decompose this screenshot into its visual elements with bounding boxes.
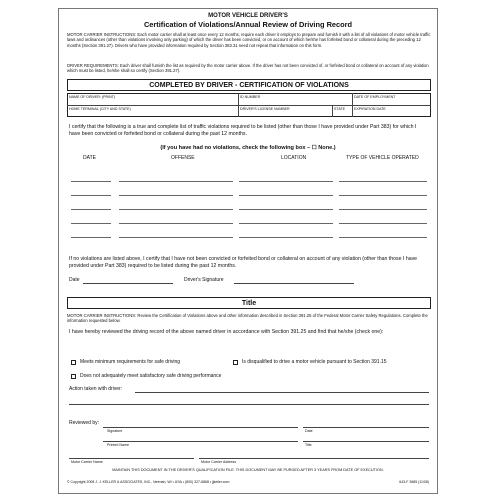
carrier-name-field[interactable] [69, 458, 194, 459]
title-field[interactable] [303, 441, 429, 442]
certify-statement: I certify that the following is a true and complete list of traffic violations required to be listed (other than those I have provided under Part 383) for which I have been convicted or forfeited bond or collateral during the past 12 months. [69, 124, 417, 137]
driver-date-label: Date [69, 277, 80, 283]
col-location-header: LOCATION [281, 155, 307, 161]
carrier-address-field[interactable] [199, 458, 429, 459]
col-date-header: DATE [83, 155, 96, 161]
carrier-instructions: MOTOR CARRIER INSTRUCTIONS: Each motor carrier shall at least once every 12 months, require each driver it employs to prepare and furnish it with a list of all violations of motor vehicle traffic laws and ordinances (other than violations involving only parking) of which the driver has been convicted, or on account of which he/she has forfeited bond or collateral during the preceding 12 months (Section 391.27). Drivers who have provided information required by Section 383.31 need not repeat that information on this form. [67, 32, 431, 48]
form-sheet [58, 8, 438, 494]
date-caption: Date [305, 429, 313, 433]
review-statement: I have hereby reviewed the driving record of the above named driver in accordance with Section 391.25 and find that he/she (check one): [69, 329, 384, 335]
carrier-section-title: Title [67, 297, 431, 309]
no-violations-certification: If no violations are listed above, I certify that I have not been convicted or forfeited bond or collateral on account of any violation (other than those I have provided under Part 383) required to be listed during the past 12 months. [69, 256, 418, 269]
carrier-review-instructions: MOTOR CARRIER INSTRUCTIONS: Review the Certification of Violations above and other information described in Section 391.25 of the Federal Motor Carrier Safety Regulations. Complete the information requested below. [67, 313, 428, 324]
id-field-label: ID NUMBER [240, 95, 261, 99]
carrier-address-caption: Motor Carrier Address [201, 460, 237, 464]
printed-name-caption: Printed Name [107, 443, 129, 447]
not-meet-label: Does not adequately meet satisfactory safe driving performance [80, 373, 222, 379]
disqualified-label: Is disqualified to drive a motor vehicle pursuant to Section 391.15 [242, 359, 387, 365]
col-offense-header: OFFENSE [171, 155, 195, 161]
reviewer-signature-field[interactable] [103, 427, 298, 428]
grid-col-divider [238, 93, 239, 105]
expiration-field-label: EXPIRATION DATE [354, 107, 386, 111]
review-date-field[interactable] [303, 427, 429, 428]
employment-date-label: DATE OF EMPLOYMENT [354, 95, 396, 99]
grid-col-divider [238, 105, 239, 117]
grid-row-divider [67, 105, 431, 106]
name-field-label: NAME OF DRIVER: (PRINT) [69, 95, 116, 99]
terminal-field-label: HOME TERMINAL (CITY AND STATE) [69, 107, 131, 111]
action-taken-label: Action taken with driver: [69, 386, 123, 392]
driver-section-title: COMPLETED BY DRIVER - CERTIFICATION OF VIOLATIONS [67, 79, 431, 91]
driver-signature-field[interactable] [234, 283, 354, 284]
title-caption: Title [305, 443, 312, 447]
form-subtitle: Certification of Violations/Annual Review of Driving Record [143, 20, 353, 29]
form-title: MOTOR VEHICLE DRIVER'S [208, 13, 288, 19]
driver-signature-label: Driver's Signature [184, 277, 224, 283]
meets-requirements-label: Meets minimum requirements for safe driving [80, 359, 181, 365]
action-taken-field-2[interactable] [69, 404, 429, 405]
action-taken-field[interactable] [135, 392, 429, 393]
carrier-name-caption: Motor Carrier Name [71, 460, 103, 464]
copyright-line: © Copyright 2008 J. J. KELLER & ASSOCIATES, INC., Neenah, WI • USA • (800) 327-6868 • jjkeller.com [67, 480, 230, 484]
grid-col-divider [332, 105, 333, 117]
not-meet-checkbox[interactable] [71, 374, 76, 379]
meets-requirements-checkbox[interactable] [71, 360, 76, 365]
printed-name-field[interactable] [103, 441, 298, 442]
reviewed-by-label: Reviewed by: [69, 420, 100, 426]
col-vehicle-header: TYPE OF VEHICLE OPERATED [346, 155, 419, 161]
form-number: 643-F 3685 (11/08) [399, 480, 429, 484]
state-field-label: STATE [334, 107, 346, 111]
retention-notice: MAINTAIN THIS DOCUMENT IN THE DRIVER'S QUALIFICATION FILE. THIS DOCUMENT MAY BE PURGED AFTER 3 YEARS FROM DATE OF EXECUTION. [112, 468, 384, 472]
no-violations-note: (If you have had no violations, check the following box – ☐ None.) [160, 145, 336, 151]
driver-requirements: DRIVER REQUIREMENTS: Each driver shall furnish the list as required by the motor carrier above. If the driver has not been convicted of, or forfeited bond or collateral on account of any violation which must be listed, he/she shall so certify (Section 391.27). [67, 63, 429, 74]
signature-caption: Signature [107, 429, 123, 433]
license-field-label: DRIVER'S LICENSE NUMBER [240, 107, 290, 111]
driver-date-field[interactable] [83, 283, 173, 284]
disqualified-checkbox[interactable] [233, 360, 238, 365]
grid-col-divider [352, 93, 353, 117]
